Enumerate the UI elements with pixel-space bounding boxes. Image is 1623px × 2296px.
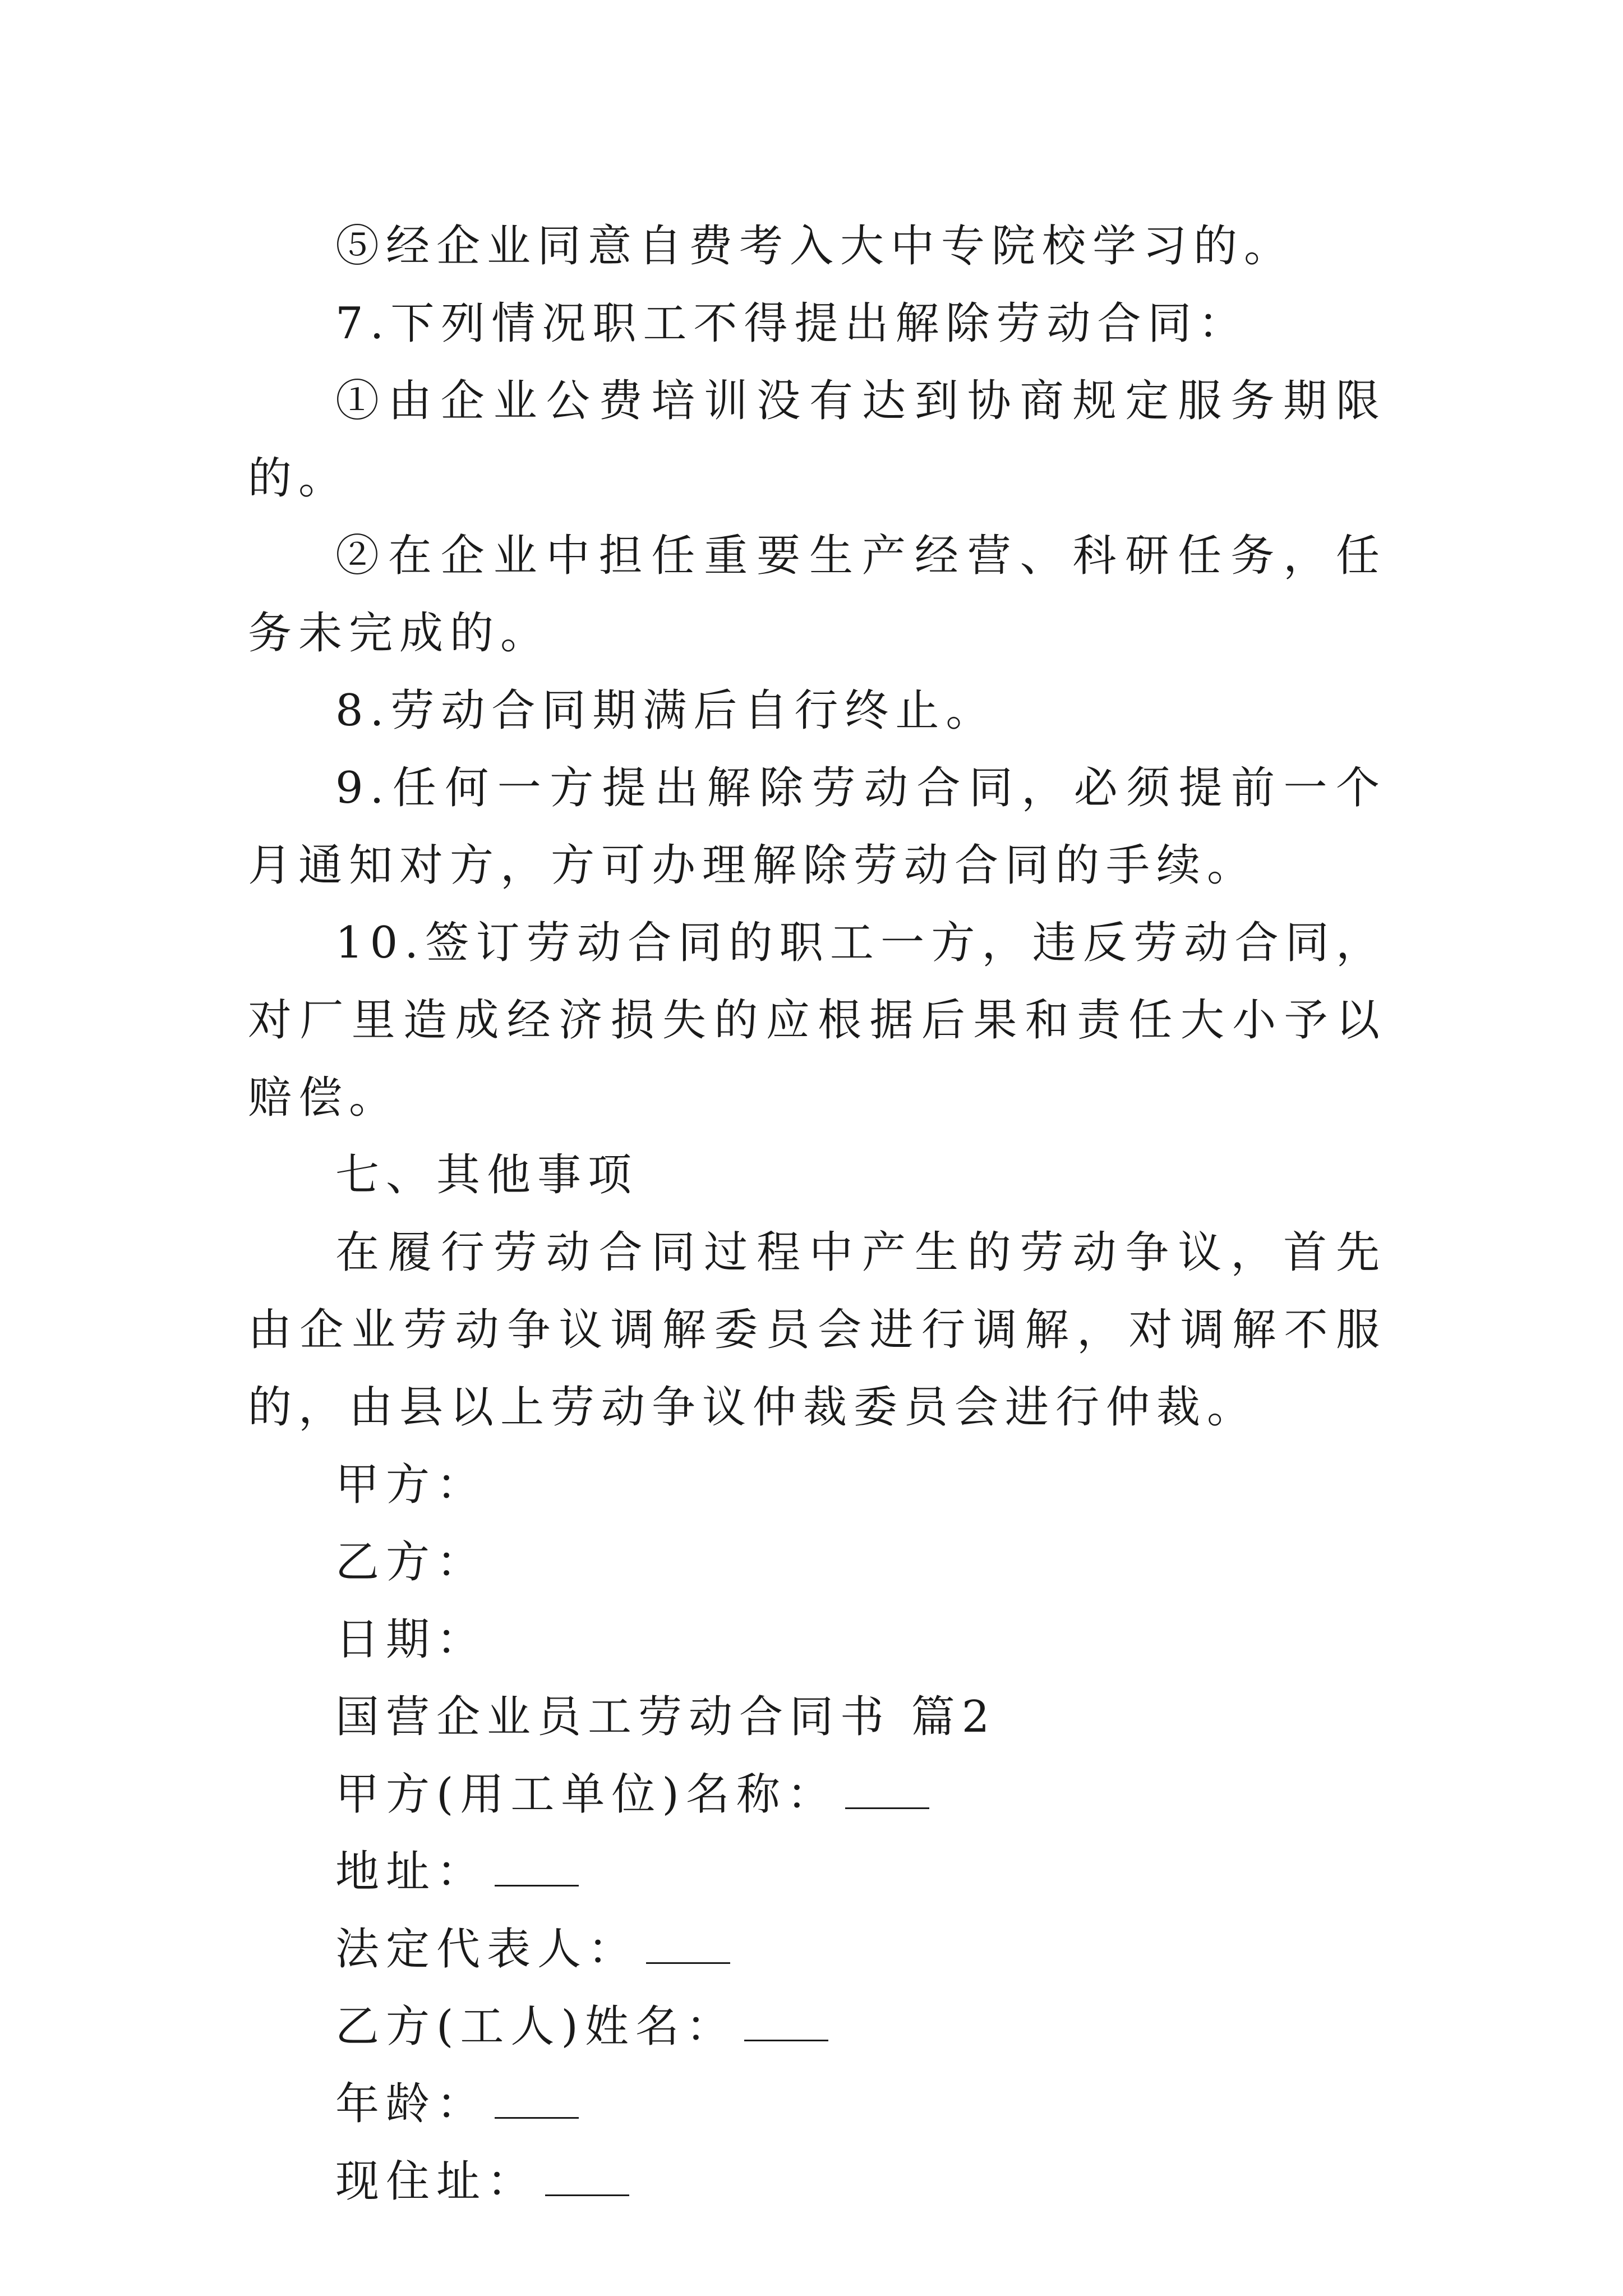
field-employer-name (248, 1756, 1386, 1833)
field-label: 法定代表人： (335, 1924, 639, 1975)
paragraph-clause-7: 7.下列情况职工不得提出解除劳动合同： (335, 298, 1249, 349)
signature-party-a: 甲方： (335, 1460, 487, 1510)
signature-party-b: 乙方： (335, 1537, 487, 1588)
field-age (248, 2065, 1386, 2143)
field-worker-name (248, 1988, 1386, 2065)
paragraph-clause-10: 10.签订劳动合同的职工一方，违反劳动合同，对厂里造成经济损失的应根据后果和责任大小予以赔偿。 (248, 918, 1386, 1123)
fill-in-blank (495, 1846, 579, 1887)
field-label: 甲方(用工单位)名称： (335, 1769, 837, 1820)
section-heading-other-matters: 七、其他事项 (335, 1150, 639, 1200)
field-current-address (248, 2143, 1386, 2220)
field-label: 地址： (335, 1847, 487, 1897)
field-label: 现住址： (335, 2156, 538, 2207)
field-label: 乙方(工人)姓名： (335, 2001, 736, 2052)
fill-in-blank (545, 2155, 629, 2196)
signature-date: 日期： (335, 1614, 487, 1665)
paragraph-item-1: ①由企业公费培训没有达到协商规定服务期限的。 (248, 376, 1386, 504)
fill-in-blank (646, 1923, 730, 1964)
contract-title-part-2: 国营企业员工劳动合同书 篇2 (335, 1692, 997, 1742)
field-legal-representative (248, 1911, 1386, 1988)
fill-in-blank (495, 2078, 579, 2119)
field-address (248, 1833, 1386, 1911)
document-body (248, 208, 1386, 2220)
fill-in-blank (845, 1768, 929, 1809)
paragraph-item-5: ⑤经企业同意自费考入大中专院校学习的。 (335, 221, 1295, 272)
paragraph-dispute-resolution: 在履行劳动合同过程中产生的劳动争议，首先由企业劳动争议调解委员会进行调解，对调解不服的，由县以上劳动争议仲裁委员会进行仲裁。 (248, 1227, 1386, 1433)
field-label: 年龄： (335, 2079, 487, 2129)
paragraph-clause-8: 8.劳动合同期满后自行终止。 (335, 685, 997, 736)
paragraph-clause-9: 9.任何一方提出解除劳动合同，必须提前一个月通知对方，方可办理解除劳动合同的手续。 (248, 763, 1386, 891)
fill-in-blank (744, 2000, 828, 2041)
paragraph-item-2: ②在企业中担任重要生产经营、科研任务，任务未完成的。 (248, 531, 1386, 659)
